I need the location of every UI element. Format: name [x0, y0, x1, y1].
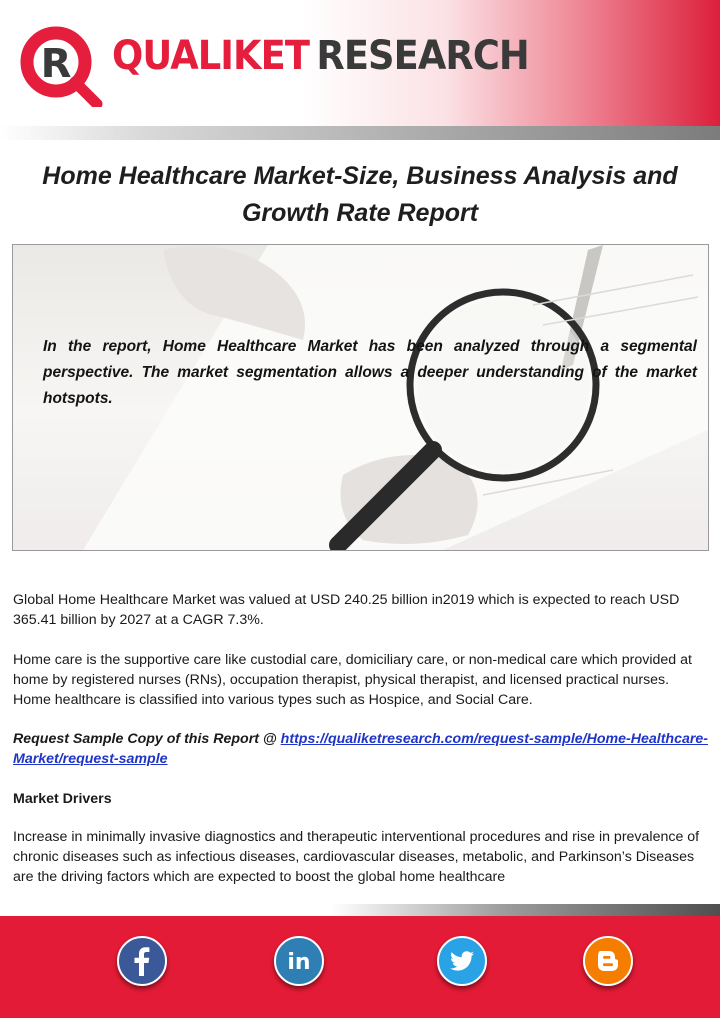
- market-drivers-paragraph: Increase in minimally invasive diagnostics and therapeutic interventional procedures and rise in prevalence of chronic diseases such as infectious diseases, cardiovascular diseases, metabolic, and Parkinson’s Diseases are the driving factors which are expected to boost the global home healthcare: [13, 829, 700, 885]
- report-title-line-1: Home Healthcare Market-Size, Business Analysis and: [42, 162, 678, 190]
- linkedin-icon: [274, 936, 324, 986]
- brand-word-qualiket: QUALIKET: [112, 33, 310, 79]
- brand-word-research: RESEARCH: [316, 33, 529, 79]
- page-header: [0, 0, 720, 140]
- report-title-line-2: Growth Rate Report: [241, 199, 479, 227]
- request-sample-link[interactable]: https://qualiketresearch.com/request-sample/Home-Healthcare-Market/request-sample: [13, 731, 709, 767]
- brand-wordmark: [112, 33, 529, 79]
- facebook-button[interactable]: [117, 936, 167, 986]
- linkedin-button[interactable]: [274, 936, 324, 986]
- hero-banner: [12, 244, 709, 551]
- report-title: [0, 158, 720, 232]
- header-divider-stripe: [0, 126, 720, 140]
- request-sample-line: [13, 729, 708, 769]
- twitter-button[interactable]: [437, 936, 487, 986]
- market-value-paragraph: Global Home Healthcare Market was valued at USD 240.25 billion in2019 which is expected to reach USD 365.41 billion by 2027 at a CAGR 7.3%.: [13, 592, 680, 628]
- facebook-icon: [117, 936, 167, 986]
- market-drivers-heading: Market Drivers: [13, 791, 112, 807]
- logo-letter: R: [40, 41, 72, 87]
- hero-summary-text: In the report, Home Healthcare Market has been analyzed through a segmental perspective. The market segmentation allows a deeper understanding of the market hotspots.: [43, 338, 697, 407]
- blogger-icon: [583, 936, 633, 986]
- page-footer: [0, 904, 720, 1018]
- twitter-icon: [437, 936, 487, 986]
- request-sample-label: Request Sample Copy of this Report @: [13, 731, 281, 747]
- qualiket-logo-icon: [15, 22, 105, 107]
- linkedin-glyph: in: [287, 950, 311, 975]
- home-care-description-paragraph: Home care is the supportive care like custodial care, domiciliary care, or non-medical care which provided at home by registered nurses (RNs), occupation therapist, physical therapist, and licensed practical nurses. Home healthcare is classified into various types such as Hospice, and Social Care.: [13, 652, 692, 708]
- footer-divider-stripe: [0, 904, 720, 916]
- blogger-button[interactable]: [583, 936, 633, 986]
